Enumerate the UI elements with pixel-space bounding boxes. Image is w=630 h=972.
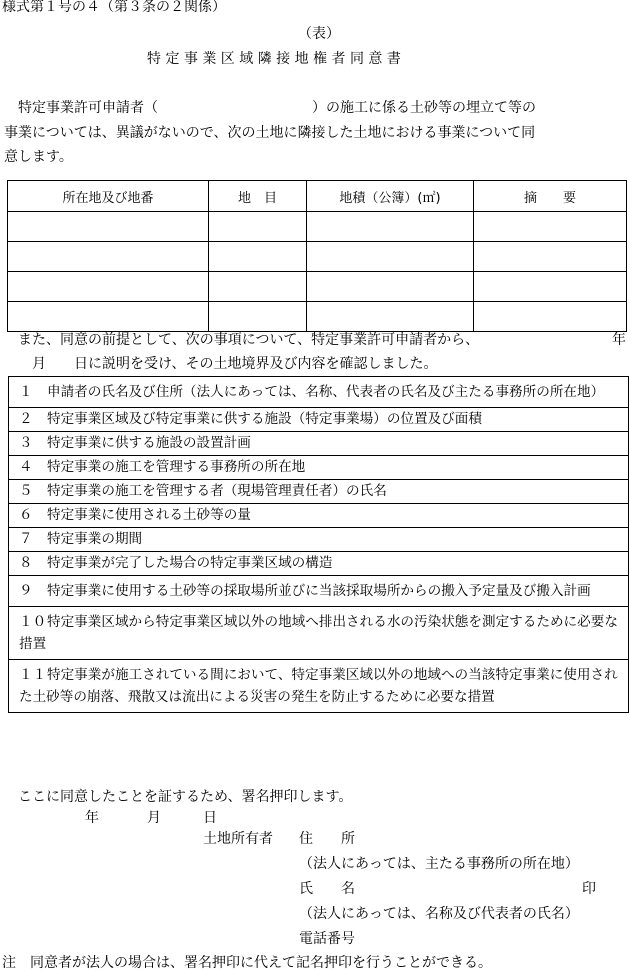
address-label: 住 所 [299, 831, 355, 847]
list-item [9, 552, 628, 576]
list-item [9, 377, 628, 408]
cell-remarks[interactable] [474, 242, 627, 272]
page-title: 特 定 事 業 区 域 隣 接 地 権 者 同 意 書 [147, 51, 401, 67]
cell-location[interactable] [8, 242, 209, 272]
prereq-year-label: 年 [612, 332, 626, 348]
cell-area[interactable] [307, 302, 474, 332]
cell-location[interactable] [8, 212, 209, 242]
form-number: 様式第１号の４（第３条の２関係） [2, 0, 226, 15]
phone-label: 電話番号 [299, 931, 355, 947]
list-item [9, 456, 628, 480]
cell-land-category[interactable] [209, 212, 307, 242]
item-number: ９ [19, 583, 33, 599]
item-number: ８ [19, 555, 33, 571]
date-month-label: 月 [147, 810, 161, 826]
cell-land-category[interactable] [209, 272, 307, 302]
table-row [8, 242, 627, 272]
certify-statement: ここに同意したことを証するため、署名押印します。 [18, 789, 353, 805]
cell-location[interactable] [8, 272, 209, 302]
cell-remarks[interactable] [474, 212, 627, 242]
explanation-items-box [8, 376, 629, 713]
cell-area[interactable] [307, 212, 474, 242]
prereq-line-2: 月 日に説明を受け、その土地境界及び内容を確認しました。 [32, 356, 438, 372]
land-table-header [8, 181, 627, 212]
header-land-category: 地 目 [209, 181, 307, 212]
item-number: ２ [19, 411, 33, 427]
footnote: 注 同意者が法人の場合は、署名押印に代えて記名押印を行うことができる。 [2, 955, 492, 971]
land-table [7, 180, 627, 332]
prereq-line-1: また、同意の前提として、次の事項について、特定事業許可申請者から、 [18, 332, 480, 348]
name-label: 氏 名 [299, 881, 355, 897]
table-row [8, 302, 627, 332]
list-item [9, 576, 628, 607]
item-text: 特定事業が施工されている間において、特定事業区域以外の地域への当該特定事業に使用された土砂等の崩落、飛散又は流出による災害の発生を防止するために必要な措置 [19, 667, 618, 705]
header-remarks: 摘 要 [474, 181, 627, 212]
cell-remarks[interactable] [474, 302, 627, 332]
list-item [9, 660, 628, 712]
list-item [9, 480, 628, 504]
item-number: ４ [19, 459, 33, 475]
item-number: ６ [19, 507, 33, 523]
item-text: 特定事業が完了した場合の特定事業区域の構造 [47, 555, 333, 571]
header-area: 地積（公簿）(㎡) [307, 181, 474, 212]
owner-label: 土地所有者 [203, 831, 273, 847]
list-item [9, 408, 628, 432]
item-number: １０ [19, 614, 47, 630]
list-item [9, 528, 628, 552]
address-note: （法人にあっては、主たる事務所の所在地） [299, 856, 579, 872]
intro-line-3: 意します。 [4, 149, 73, 165]
seal-label: 印 [582, 881, 596, 897]
cell-land-category[interactable] [209, 242, 307, 272]
date-day-label: 日 [203, 810, 217, 826]
cell-remarks[interactable] [474, 272, 627, 302]
intro-line-1: 特定事業許可申請者（ ）の施工に係る土砂等の埋立て等の [18, 100, 536, 116]
item-number: ３ [19, 435, 33, 451]
item-text: 特定事業区域及び特定事業に供する施設（特定事業場）の位置及び面積 [47, 411, 482, 427]
item-number: １ [19, 384, 33, 400]
form-side-label: （表） [298, 26, 340, 42]
item-number: １１ [19, 667, 47, 683]
cell-land-category[interactable] [209, 302, 307, 332]
list-item [9, 432, 628, 456]
intro-line-2: 事業については、異議がないので、次の土地に隣接した土地における事業について同 [4, 125, 536, 141]
item-number: ５ [19, 483, 33, 499]
table-row [8, 272, 627, 302]
item-text: 特定事業に使用する土砂等の採取場所並びに当該採取場所からの搬入予定量及び搬入計画 [47, 583, 591, 599]
item-text: 申請者の氏名及び住所（法人にあっては、名称、代表者の氏名及び主たる事務所の所在地） [47, 384, 605, 400]
list-item [9, 504, 628, 528]
header-location: 所在地及び地番 [8, 181, 209, 212]
item-text: 特定事業に供する施設の設置計画 [47, 435, 251, 451]
name-note: （法人にあっては、名称及び代表者の氏名） [299, 906, 579, 922]
item-text: 特定事業の施工を管理する者（現場管理責任者）の氏名 [47, 483, 387, 499]
date-year-label: 年 [85, 810, 99, 826]
item-text: 特定事業区域から特定事業区域以外の地域へ排出される水の汚染状態を測定するために必要な措置 [19, 614, 618, 652]
item-number: ７ [19, 531, 33, 547]
list-item [9, 607, 628, 660]
cell-area[interactable] [307, 272, 474, 302]
cell-area[interactable] [307, 242, 474, 272]
item-text: 特定事業に使用される土砂等の量 [47, 507, 251, 523]
cell-location[interactable] [8, 302, 209, 332]
item-text: 特定事業の施工を管理する事務所の所在地 [47, 459, 306, 475]
table-row [8, 212, 627, 242]
item-text: 特定事業の期間 [47, 531, 143, 547]
